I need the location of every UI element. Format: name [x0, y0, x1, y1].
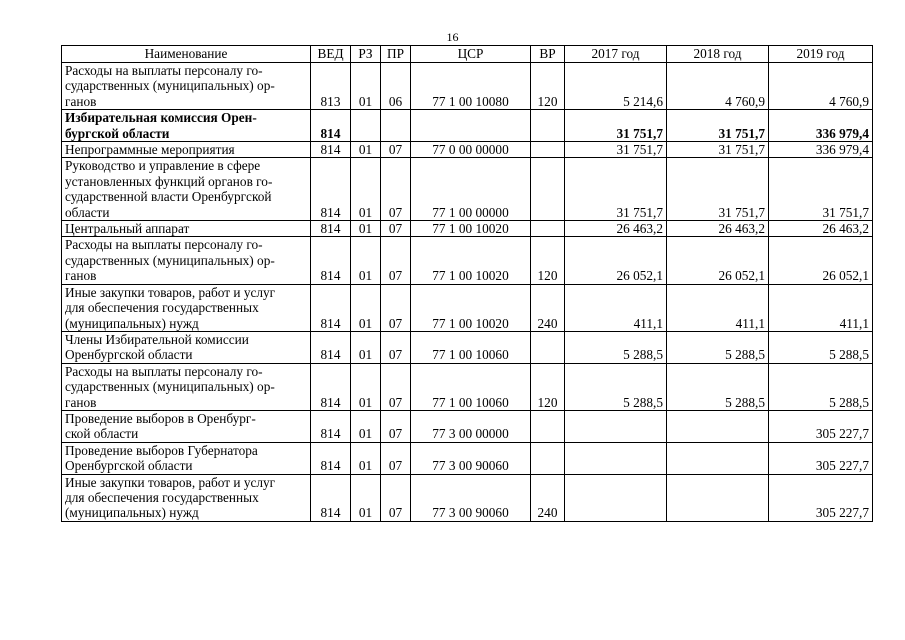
cell-name — [62, 442, 311, 474]
name-line: установленных функций органов го- — [65, 173, 273, 189]
name-line: области — [65, 204, 110, 220]
table-row — [62, 142, 873, 158]
cell-name — [62, 110, 311, 142]
cell-vr: 240 — [531, 474, 565, 521]
cell-rz: 01 — [351, 158, 381, 221]
name-line: Члены Избирательной комиссии — [65, 331, 249, 347]
name-line: Проведение выборов в Оренбург- — [65, 410, 256, 426]
cell-pr: 07 — [381, 158, 411, 221]
header-2017: 2017 год — [565, 46, 667, 63]
cell-pr: 07 — [381, 331, 411, 363]
cell-2018 — [667, 442, 769, 474]
cell-name — [62, 142, 311, 158]
name-line: Иные закупки товаров, работ и услуг — [65, 474, 276, 490]
cell-pr: 07 — [381, 363, 411, 410]
cell-2018 — [667, 474, 769, 521]
cell-2018: 31 751,7 — [667, 110, 769, 142]
cell-pr: 07 — [381, 474, 411, 521]
cell-vr — [531, 110, 565, 142]
cell-2017 — [565, 410, 667, 442]
header-name: Наименование — [62, 46, 311, 63]
cell-csr: 77 1 00 10020 — [411, 237, 531, 284]
cell-csr: 77 0 00 00000 — [411, 142, 531, 158]
cell-2018: 4 760,9 — [667, 63, 769, 110]
cell-ved: 814 — [311, 442, 351, 474]
cell-name — [62, 410, 311, 442]
cell-ved: 814 — [311, 284, 351, 331]
cell-pr — [381, 110, 411, 142]
table-row — [62, 284, 873, 331]
cell-ved: 814 — [311, 221, 351, 237]
cell-rz: 01 — [351, 442, 381, 474]
cell-ved: 813 — [311, 63, 351, 110]
cell-2018: 411,1 — [667, 284, 769, 331]
cell-2018: 31 751,7 — [667, 142, 769, 158]
table-row — [62, 363, 873, 410]
cell-csr: 77 3 00 00000 — [411, 410, 531, 442]
cell-2019: 5 288,5 — [769, 331, 873, 363]
cell-2019: 336 979,4 — [769, 142, 873, 158]
cell-2019: 26 052,1 — [769, 237, 873, 284]
name-line: для обеспечения государственных — [65, 300, 259, 316]
cell-ved: 814 — [311, 474, 351, 521]
cell-ved: 814 — [311, 363, 351, 410]
cell-csr: 77 1 00 10060 — [411, 331, 531, 363]
budget-table — [61, 45, 873, 522]
name-line: для обеспечения государственных — [65, 489, 259, 505]
cell-2017: 5 288,5 — [565, 363, 667, 410]
cell-pr: 07 — [381, 284, 411, 331]
cell-vr: 120 — [531, 63, 565, 110]
cell-2017: 5 214,6 — [565, 63, 667, 110]
cell-2017: 26 463,2 — [565, 221, 667, 237]
table-row — [62, 442, 873, 474]
cell-name — [62, 221, 311, 237]
name-line: сударственных (муниципальных) ор- — [65, 379, 275, 395]
cell-name — [62, 158, 311, 221]
table-body — [62, 63, 873, 522]
cell-pr: 07 — [381, 142, 411, 158]
cell-csr: 77 1 00 10060 — [411, 363, 531, 410]
cell-2019: 305 227,7 — [769, 474, 873, 521]
name-line: сударственных (муниципальных) ор- — [65, 78, 275, 94]
cell-2017: 31 751,7 — [565, 110, 667, 142]
cell-vr — [531, 221, 565, 237]
cell-csr: 77 1 00 10020 — [411, 221, 531, 237]
cell-2019: 4 760,9 — [769, 63, 873, 110]
cell-ved: 814 — [311, 237, 351, 284]
cell-csr — [411, 110, 531, 142]
table-row — [62, 63, 873, 110]
cell-2018 — [667, 410, 769, 442]
cell-2019: 336 979,4 — [769, 110, 873, 142]
cell-2017: 5 288,5 — [565, 331, 667, 363]
table-row — [62, 331, 873, 363]
cell-2017: 31 751,7 — [565, 158, 667, 221]
header-rz: РЗ — [351, 46, 381, 63]
cell-2019: 411,1 — [769, 284, 873, 331]
name-line: Оренбургской области — [65, 458, 193, 474]
name-line: (муниципальных) нужд — [65, 315, 199, 331]
table-row — [62, 221, 873, 237]
cell-2018: 26 463,2 — [667, 221, 769, 237]
cell-rz: 01 — [351, 410, 381, 442]
cell-vr — [531, 442, 565, 474]
cell-2019: 31 751,7 — [769, 158, 873, 221]
table-row — [62, 110, 873, 142]
cell-2019: 5 288,5 — [769, 363, 873, 410]
name-line: ганов — [65, 268, 97, 284]
cell-vr — [531, 158, 565, 221]
cell-ved: 814 — [311, 110, 351, 142]
header-2018: 2018 год — [667, 46, 769, 63]
name-line: Центральный аппарат — [65, 221, 190, 237]
name-line: бургской области — [65, 125, 170, 141]
cell-rz: 01 — [351, 237, 381, 284]
name-line: ганов — [65, 394, 97, 410]
name-line: (муниципальных) нужд — [65, 505, 199, 521]
cell-vr — [531, 142, 565, 158]
cell-ved: 814 — [311, 331, 351, 363]
table-row — [62, 410, 873, 442]
cell-vr — [531, 331, 565, 363]
cell-name — [62, 284, 311, 331]
cell-2017: 26 052,1 — [565, 237, 667, 284]
name-line: Расходы на выплаты персоналу го- — [65, 63, 263, 78]
cell-2017 — [565, 442, 667, 474]
header-csr: ЦСР — [411, 46, 531, 63]
cell-pr: 06 — [381, 63, 411, 110]
cell-csr: 77 3 00 90060 — [411, 474, 531, 521]
cell-pr: 07 — [381, 237, 411, 284]
cell-vr: 240 — [531, 284, 565, 331]
cell-2017: 31 751,7 — [565, 142, 667, 158]
name-line: Непрограммные мероприятия — [65, 142, 235, 158]
table-row — [62, 474, 873, 521]
header-ved: ВЕД — [311, 46, 351, 63]
header-pr: ПР — [381, 46, 411, 63]
cell-rz: 01 — [351, 474, 381, 521]
cell-csr: 77 3 00 90060 — [411, 442, 531, 474]
cell-2019: 26 463,2 — [769, 221, 873, 237]
cell-rz: 01 — [351, 363, 381, 410]
header-2019: 2019 год — [769, 46, 873, 63]
name-line: Расходы на выплаты персоналу го- — [65, 363, 263, 379]
header-vr: ВР — [531, 46, 565, 63]
name-line: ганов — [65, 93, 97, 109]
cell-vr: 120 — [531, 237, 565, 284]
cell-csr: 77 1 00 10020 — [411, 284, 531, 331]
cell-2019: 305 227,7 — [769, 442, 873, 474]
cell-2017 — [565, 474, 667, 521]
cell-rz: 01 — [351, 331, 381, 363]
table-row — [62, 158, 873, 221]
cell-2018: 5 288,5 — [667, 331, 769, 363]
table-row — [62, 237, 873, 284]
table-header-row — [62, 46, 873, 63]
name-line: Иные закупки товаров, работ и услуг — [65, 284, 276, 300]
cell-rz: 01 — [351, 221, 381, 237]
cell-2017: 411,1 — [565, 284, 667, 331]
cell-pr: 07 — [381, 442, 411, 474]
cell-csr: 77 1 00 00000 — [411, 158, 531, 221]
cell-name — [62, 474, 311, 521]
cell-ved: 814 — [311, 158, 351, 221]
cell-pr: 07 — [381, 221, 411, 237]
cell-csr: 77 1 00 10080 — [411, 63, 531, 110]
name-line: Оренбургской области — [65, 347, 193, 363]
name-line: сударственных (муниципальных) ор- — [65, 252, 275, 268]
cell-vr: 120 — [531, 363, 565, 410]
cell-2018: 5 288,5 — [667, 363, 769, 410]
cell-name — [62, 63, 311, 110]
name-line: сударственной власти Оренбургской — [65, 189, 272, 205]
cell-name — [62, 363, 311, 410]
cell-name — [62, 331, 311, 363]
name-line: Расходы на выплаты персоналу го- — [65, 237, 263, 253]
cell-2018: 31 751,7 — [667, 158, 769, 221]
cell-rz: 01 — [351, 63, 381, 110]
page-number: 16 — [446, 30, 459, 44]
cell-pr: 07 — [381, 410, 411, 442]
cell-ved: 814 — [311, 142, 351, 158]
cell-2019: 305 227,7 — [769, 410, 873, 442]
cell-ved: 814 — [311, 410, 351, 442]
cell-name — [62, 237, 311, 284]
cell-rz: 01 — [351, 142, 381, 158]
cell-rz: 01 — [351, 284, 381, 331]
name-line: Проведение выборов Губернатора — [65, 442, 258, 458]
cell-vr — [531, 410, 565, 442]
name-line: Избирательная комиссия Орен- — [65, 110, 257, 126]
cell-2018: 26 052,1 — [667, 237, 769, 284]
cell-rz — [351, 110, 381, 142]
name-line: Руководство и управление в сфере — [65, 158, 261, 174]
name-line: ской области — [65, 426, 139, 442]
